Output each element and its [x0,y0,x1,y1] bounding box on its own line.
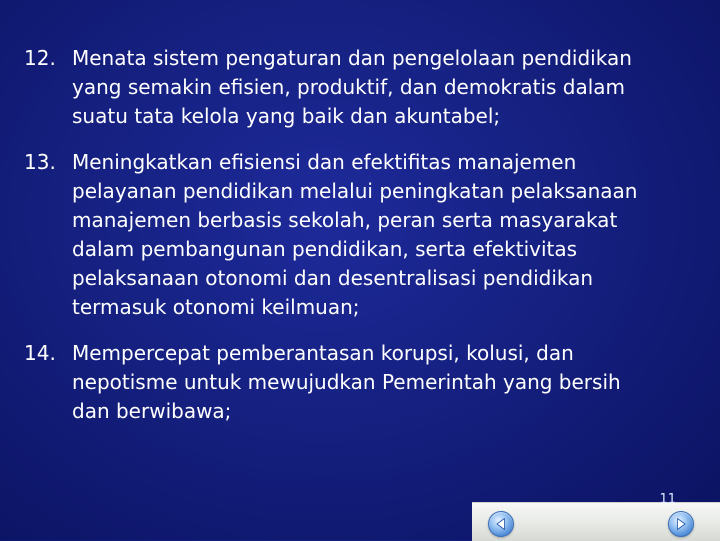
item-line: nepotisme untuk mewujudkan Pemerintah yang bersih [72,370,621,394]
item-number: 13. [24,150,56,174]
arrow-right-icon [672,515,690,533]
item-number: 14. [24,341,56,365]
item-line: Meningkatkan efisiensi dan efektifitas manajemen [72,150,577,174]
item-line: Menata sistem pengaturan dan pengelolaan pendidikan [72,46,632,70]
next-slide-button[interactable] [668,511,694,537]
item-number: 12. [24,46,56,70]
item-line: yang semakin efisien, produktif, dan demokratis dalam [72,75,626,99]
item-text [72,148,704,322]
item-line: dan berwibawa; [72,399,232,423]
slide-content [24,44,704,426]
slide-nav-bar [472,502,720,541]
item-text [72,44,704,131]
item-text [72,339,704,426]
item-line: dalam pembangunan pendidikan, serta efektivitas [72,237,578,261]
item-line: manajemen berbasis sekolah, peran serta masyarakat [72,208,618,232]
list-item-14 [24,339,704,426]
item-line: pelayanan pendidikan melalui peningkatan pelaksanaan [72,179,638,203]
arrow-left-icon [492,515,510,533]
item-line: termasuk otonomi keilmuan; [72,295,360,319]
item-line: suatu tata kelola yang baik dan akuntabel; [72,104,501,128]
list-item-13 [24,148,704,322]
list-item-12 [24,44,704,131]
item-line: Mempercepat pemberantasan korupsi, kolusi, dan [72,341,574,365]
previous-slide-button[interactable] [488,511,514,537]
item-line: pelaksanaan otonomi dan desentralisasi pendidikan [72,266,594,290]
slide-page-number: 11 [659,492,676,507]
